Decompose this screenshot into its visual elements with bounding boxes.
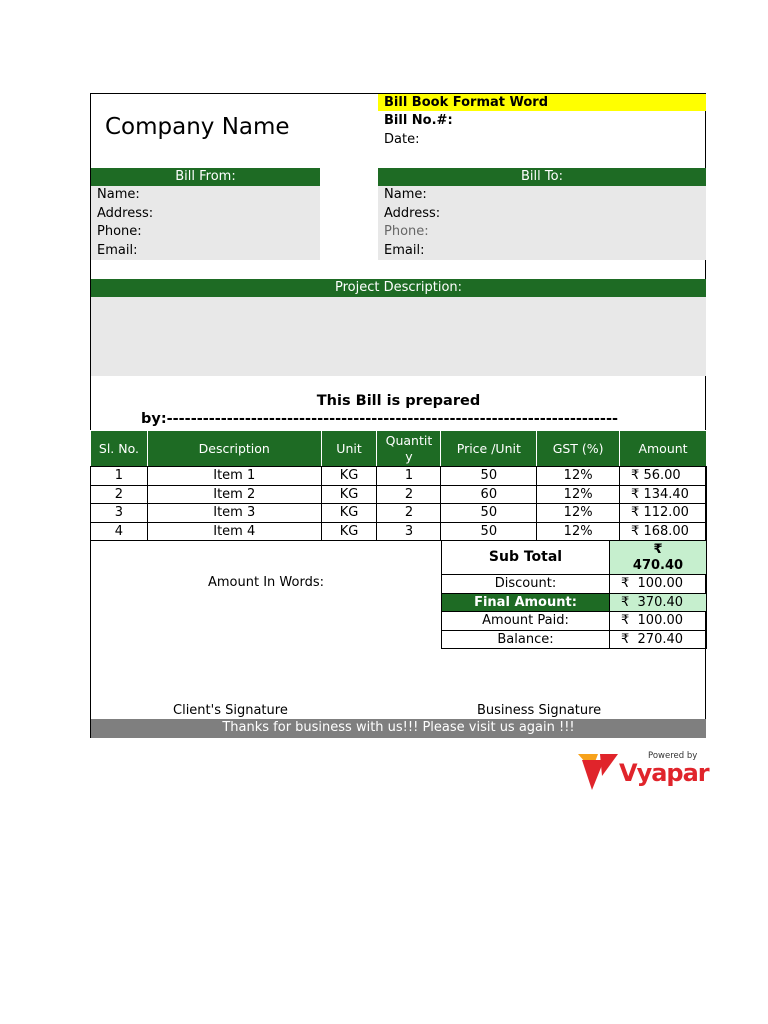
col-header-amount: Amount (620, 431, 707, 467)
vyapar-wordmark: Vyapar (619, 759, 709, 787)
table-row (91, 504, 707, 523)
final-amount-label: Final Amount: (442, 593, 610, 612)
cell-gst: 12% (537, 467, 620, 486)
items-table (90, 430, 707, 541)
amount-paid-label: Amount Paid: (442, 612, 610, 631)
sub-total-row (442, 541, 707, 575)
cell-price: 50 (441, 522, 537, 541)
amount-in-words-label: Amount In Words: (208, 575, 324, 590)
bill-to-phone: Phone: (384, 224, 429, 239)
cell-quantity: 3 (377, 522, 441, 541)
bill-from-phone: Phone: (97, 224, 142, 239)
sub-total-currency: ₹ (653, 541, 663, 557)
cell-amount: ₹ 168.00 (620, 522, 707, 541)
date-label: Date: (384, 132, 420, 147)
balance-row (442, 630, 707, 649)
table-row (91, 485, 707, 504)
cell-price: 50 (441, 467, 537, 486)
project-description-box (91, 297, 706, 376)
format-title: Bill Book Format Word (378, 94, 706, 111)
cell-amount: ₹ 112.00 (620, 504, 707, 523)
table-row (91, 467, 707, 486)
bill-from-name: Name: (97, 187, 140, 202)
cell-gst: 12% (537, 504, 620, 523)
prepared-by-line2: by:--------------------------------------------------------------------------- (141, 411, 618, 427)
bill-from-box (91, 186, 320, 260)
bill-to-address: Address: (384, 205, 441, 221)
col-header-unit: Unit (321, 431, 377, 467)
cell-quantity: 1 (377, 467, 441, 486)
col-header-gst: GST (%) (537, 431, 620, 467)
cell-gst: 12% (537, 485, 620, 504)
cell-price: 50 (441, 504, 537, 523)
balance-label: Balance: (442, 630, 610, 649)
business-signature-label: Business Signature (477, 703, 602, 718)
final-amount-row (442, 593, 707, 612)
cell-unit: KG (321, 485, 377, 504)
cell-quantity: 2 (377, 485, 441, 504)
powered-by-label: Powered by (648, 751, 698, 761)
totals-table (441, 540, 707, 649)
sub-total-value-cell (610, 541, 707, 575)
amount-paid-row (442, 612, 707, 631)
discount-value: ₹ 100.00 (610, 575, 707, 594)
cell-amount: ₹ 134.40 (620, 485, 707, 504)
discount-row (442, 575, 707, 594)
cell-sl-no: 1 (91, 467, 148, 486)
discount-label: Discount: (442, 575, 610, 594)
cell-sl-no: 3 (91, 504, 148, 523)
balance-value: ₹ 270.40 (610, 630, 707, 649)
cell-sl-no: 4 (91, 522, 148, 541)
cell-gst: 12% (537, 522, 620, 541)
final-amount-value: ₹ 370.40 (610, 593, 707, 612)
bill-to-name: Name: (384, 187, 427, 202)
bill-from-header: Bill From: (91, 168, 320, 186)
prepared-by-line1: This Bill is prepared (316, 393, 481, 409)
items-header-row (91, 431, 707, 467)
table-row (91, 522, 707, 541)
bill-to-box (378, 186, 706, 260)
col-header-price-unit: Price /Unit (441, 431, 537, 467)
cell-price: 60 (441, 485, 537, 504)
col-header-description: Description (147, 431, 321, 467)
cell-quantity: 2 (377, 504, 441, 523)
col-header-sl-no: Sl. No. (91, 431, 148, 467)
company-name: Company Name (105, 114, 290, 140)
cell-description: Item 2 (147, 485, 321, 504)
project-description-header: Project Description: (91, 279, 706, 297)
sub-total-label: Sub Total (442, 541, 610, 575)
bill-to-email: Email: (384, 242, 425, 258)
amount-paid-value: ₹ 100.00 (610, 612, 707, 631)
cell-amount: ₹ 56.00 (620, 467, 707, 486)
bill-to-header: Bill To: (378, 168, 706, 186)
bill-from-address: Address: (97, 205, 154, 221)
cell-description: Item 4 (147, 522, 321, 541)
bill-from-email: Email: (97, 242, 138, 258)
bill-no-label: Bill No.#: (384, 113, 453, 128)
vyapar-brand (578, 750, 708, 792)
sub-total-value: 470.40 (632, 557, 684, 573)
vyapar-logo-icon (578, 752, 620, 796)
cell-sl-no: 2 (91, 485, 148, 504)
cell-unit: KG (321, 522, 377, 541)
cell-description: Item 1 (147, 467, 321, 486)
cell-unit: KG (321, 504, 377, 523)
client-signature-label: Client's Signature (173, 703, 288, 718)
col-header-quantity: Quantit y (377, 431, 441, 467)
cell-description: Item 3 (147, 504, 321, 523)
thanks-footer: Thanks for business with us!!! Please visit us again !!! (91, 719, 706, 738)
cell-unit: KG (321, 467, 377, 486)
